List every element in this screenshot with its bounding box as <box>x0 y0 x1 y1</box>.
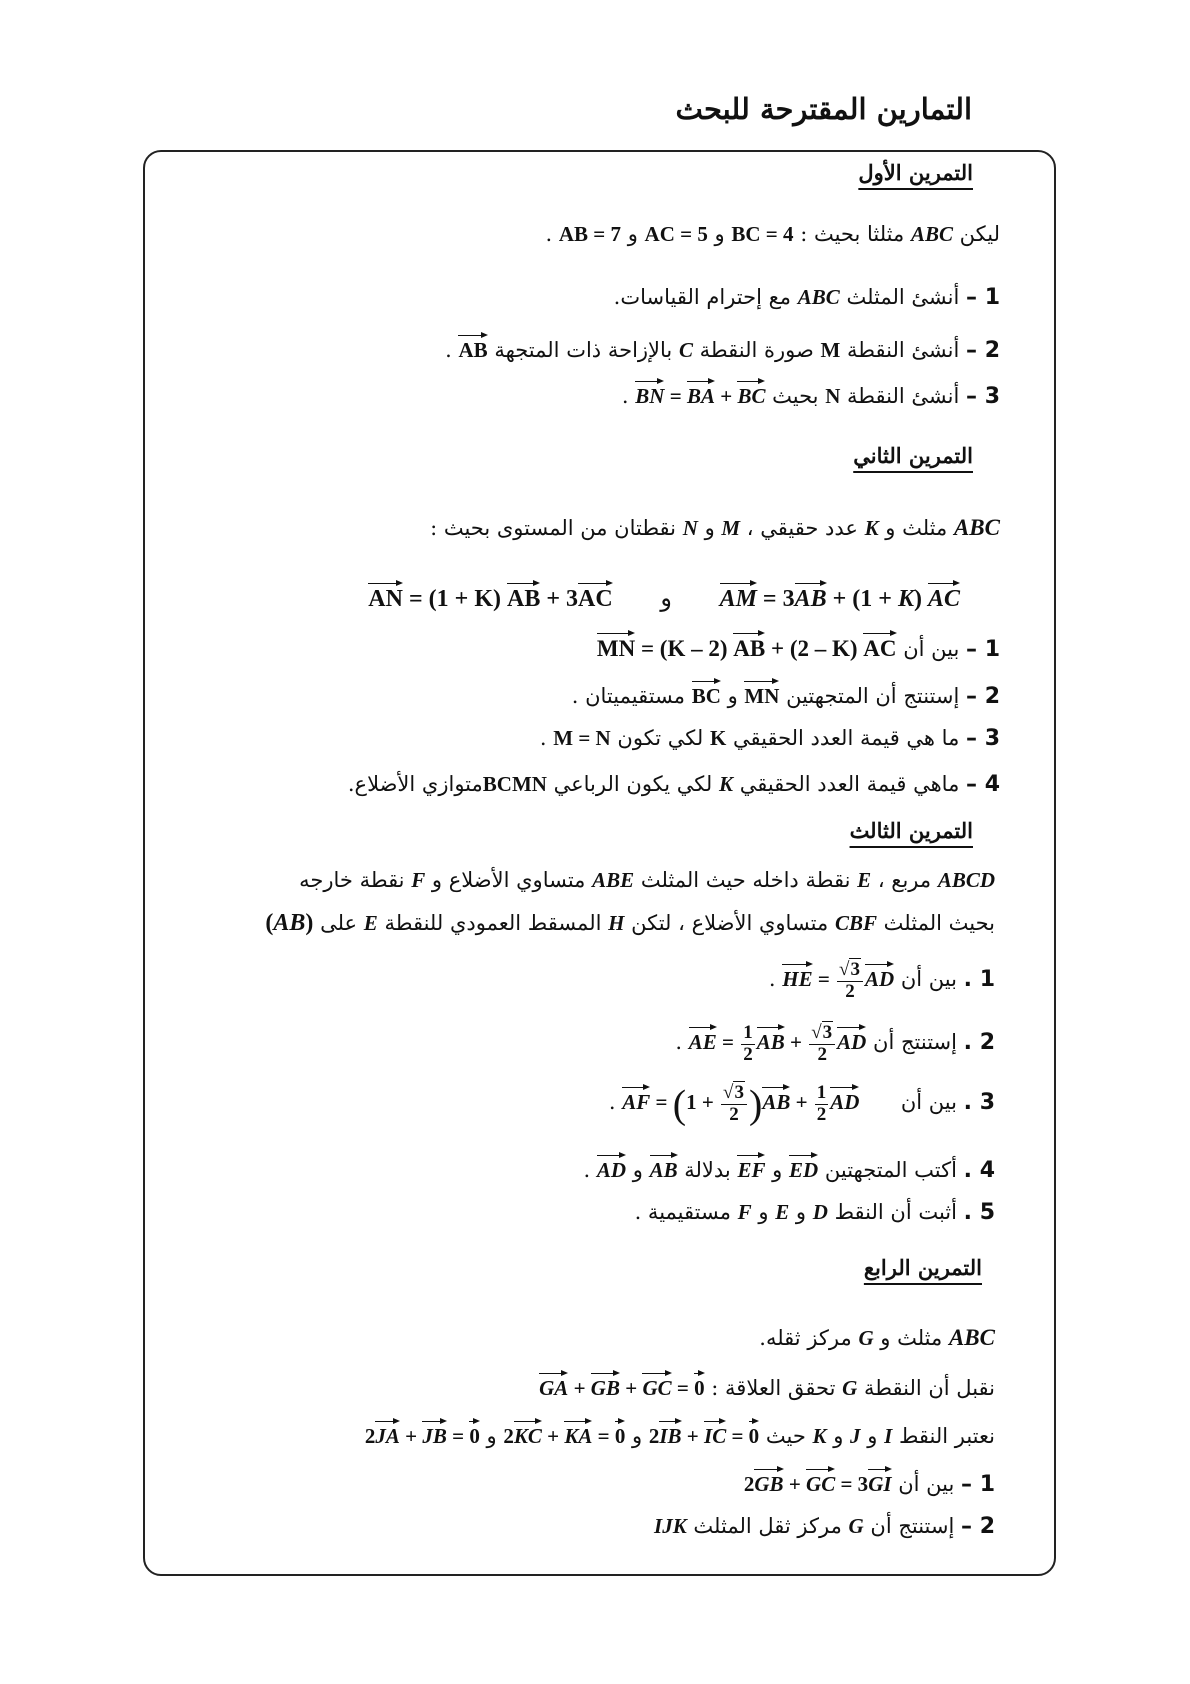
ex2-q4: 4 – ماهي قيمة العدد الحقيقي K لكي يكون الرباعي BCMNمتوازي الأضلاع. <box>347 772 1000 797</box>
ex1-ac: AC = 5 <box>644 222 708 246</box>
ex1-q2: 2 – أنشئ النقطة M صورة النقطة C بالإزاحة ذات المتجهة AB . <box>445 332 1000 363</box>
ex4-intro: ABC مثلث و G مركز ثقله. <box>759 1325 995 1350</box>
ex2-heading: التمرين الثاني <box>853 443 973 468</box>
ex2-q2: 2 – إستنتج أن المتجهتين MN و BC مستقيميتان . <box>572 678 1000 709</box>
exercises-frame <box>143 150 1056 1576</box>
ex3-q3: 3 . بين أن AF = (1 + $\frac{√3}{2}$ )AB + $\frac{1}{2}$ AD . <box>608 1081 995 1127</box>
page-title: التمارين المقترحة للبحث <box>675 92 972 126</box>
ex3-intro-2: بحيث المثلث CBF متساوي الأضلاع ، لتكن H المسقط العمودي للنقطة E على (AB) <box>265 910 995 936</box>
ex1-heading: التمرين الأول <box>858 160 973 185</box>
ex3-heading: التمرين الثالث <box>849 818 973 843</box>
ex2-relations: AM = 3AB + (1 + K) AC و AN = (1 + K) AB + 3AC <box>368 580 960 613</box>
ex1-q1: 1 – أنشئ المثلث ABC مع إحترام القياسات. <box>613 285 1000 310</box>
ex4-accept: نقبل أن النقطة G تحقق العلاقة : GA + GB + GC = 0 <box>539 1370 995 1401</box>
ex1-intro: ليكن ABC مثلثا بحيث : BC = 4 و AC = 5 و AB = 7 . <box>545 222 1000 246</box>
ex1-bc: BC = 4 <box>731 222 794 246</box>
ex4-consider: نعتبر النقط I و J و K حيث 2IB + IC = 0 و 2KC + KA = 0 و 2JA + JB = 0 <box>365 1418 995 1449</box>
ex3-q2: 2 . إستنتج أن AE = $\frac{1}{2}$ AB + $\frac{√3}{2}$ AD . <box>675 1022 995 1065</box>
ex1-q3: 3 – أنشئ النقطة N بحيث BN = BA + BC . <box>622 378 1000 409</box>
ex3-intro-1: ABCD مربع ، E نقطة داخله حيث المثلث ABE متساوي الأضلاع و F نقطة خارجه <box>299 868 995 892</box>
ex3-q1: 1 . بين أن HE = $\frac{√3}{2}$ AD . <box>768 959 995 1002</box>
ex2-q3: 3 – ما هي قيمة العدد الحقيقي K لكي تكون M = N . <box>539 726 1000 751</box>
ex4-q2: 2 – إستنتج أن G مركز ثقل المثلث IJK <box>654 1514 995 1539</box>
ex2-q1: 1 – بين أن MN = (K – 2) AB + (2 – K) AC <box>597 630 1000 662</box>
ex4-q1: 1 – بين أن 2GB + GC = 3GI <box>744 1466 995 1497</box>
ex3-q4: 4 . أكتب المتجهتين ED و EF بدلالة AB و AD . <box>583 1152 995 1183</box>
ex4-heading: التمرين الرابع <box>863 1255 982 1280</box>
ex1-ab: AB = 7 <box>558 222 621 246</box>
ex2-intro: ABC مثلث و K عدد حقيقي ، M و N نقطتان من المستوى بحيث : <box>430 515 1000 540</box>
ex3-q5: 5 . أثبت أن النقط D و E و F مستقيمية . <box>634 1200 995 1225</box>
